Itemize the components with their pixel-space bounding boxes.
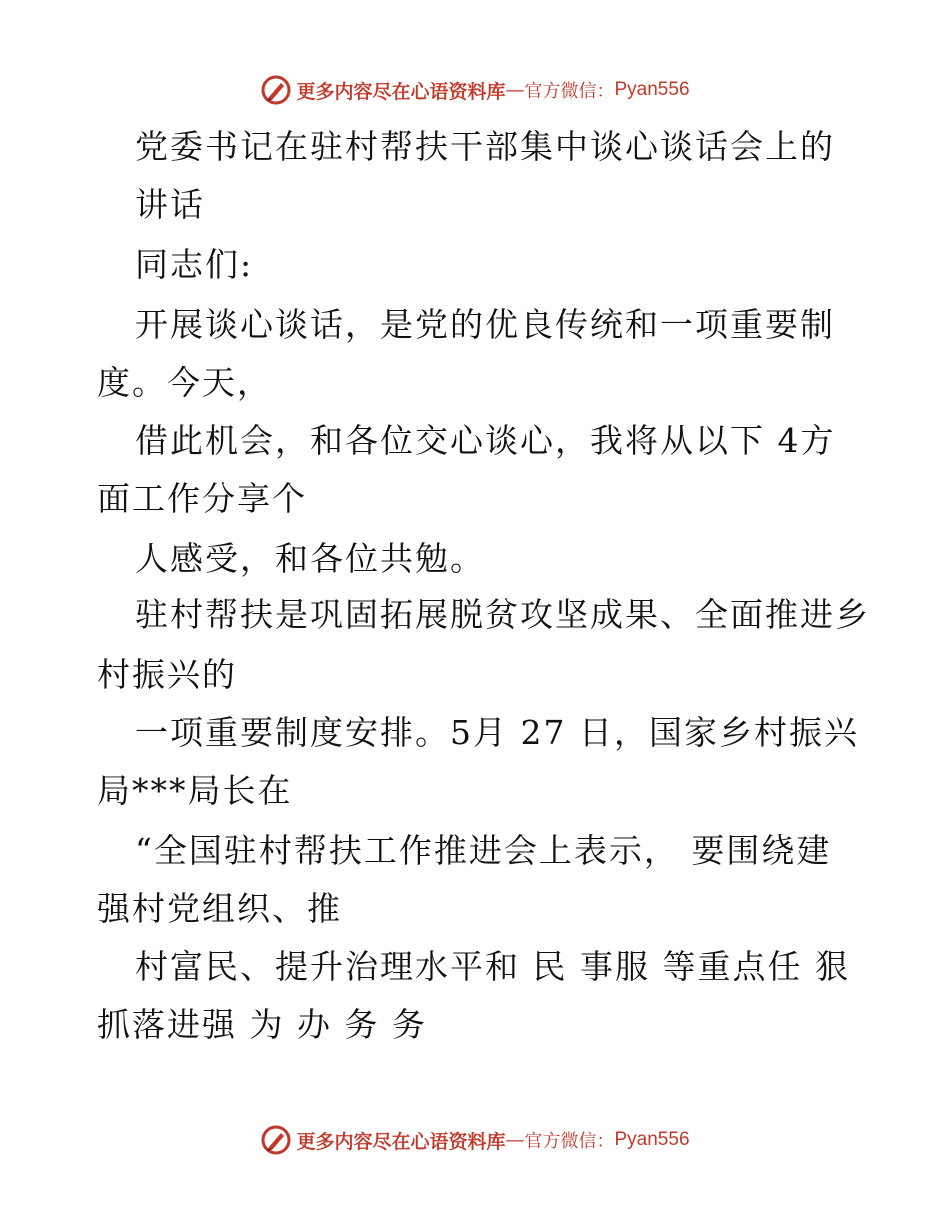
banner-main-text: 更多内容尽在心语资料库 — [296, 80, 506, 103]
doc-line: 面工作分享个 — [97, 479, 307, 518]
doc-line: 局***局长在 — [97, 771, 293, 810]
banner-wechat-label: 官方微信： — [524, 1131, 615, 1152]
footer-watermark-banner — [0, 1120, 950, 1160]
doc-line: 人感受，和各位共勉。 — [135, 539, 485, 578]
doc-line: 党委书记在驻村帮扶干部集中谈心谈话会上的 — [135, 127, 835, 166]
doc-line: 村振兴的 — [97, 655, 237, 694]
doc-line: 讲话 — [135, 185, 205, 224]
header-watermark-text — [296, 77, 689, 104]
banner-wechat-id: Pyan556 — [614, 1129, 690, 1150]
banner-separator: — — [505, 79, 525, 101]
doc-line: 抓落进强 为 办 务 务 — [97, 1005, 427, 1044]
header-watermark-banner — [0, 70, 950, 110]
banner-wechat-label: 官方微信： — [524, 81, 615, 102]
pen-logo-icon — [260, 74, 292, 106]
doc-line: 借此机会，和各位交心谈心，我将从以下 4方 — [135, 421, 836, 460]
banner-wechat-id: Pyan556 — [614, 79, 690, 100]
doc-line: “全国驻村帮扶工作推进会上表示， 要围绕建 — [135, 831, 832, 870]
doc-line: 度。今天， — [97, 363, 272, 402]
banner-main-text: 更多内容尽在心语资料库 — [296, 1130, 506, 1153]
banner-separator: — — [505, 1129, 525, 1151]
doc-line: 一项重要制度安排。5月 27 日，国家乡村振兴 — [135, 713, 859, 752]
doc-line: 村富民、提升治理水平和 民 事服 等重点任 狠 — [135, 947, 850, 986]
pen-logo-icon — [260, 1124, 292, 1156]
footer-watermark-text — [296, 1127, 689, 1154]
doc-line: 强村党组织、推 — [97, 889, 342, 928]
doc-line: 开展谈心谈话，是党的优良传统和一项重要制 — [135, 305, 835, 344]
doc-line: 驻村帮扶是巩固拓展脱贫攻坚成果、全面推进乡 — [135, 595, 870, 634]
doc-line: 同志们: — [135, 245, 254, 284]
